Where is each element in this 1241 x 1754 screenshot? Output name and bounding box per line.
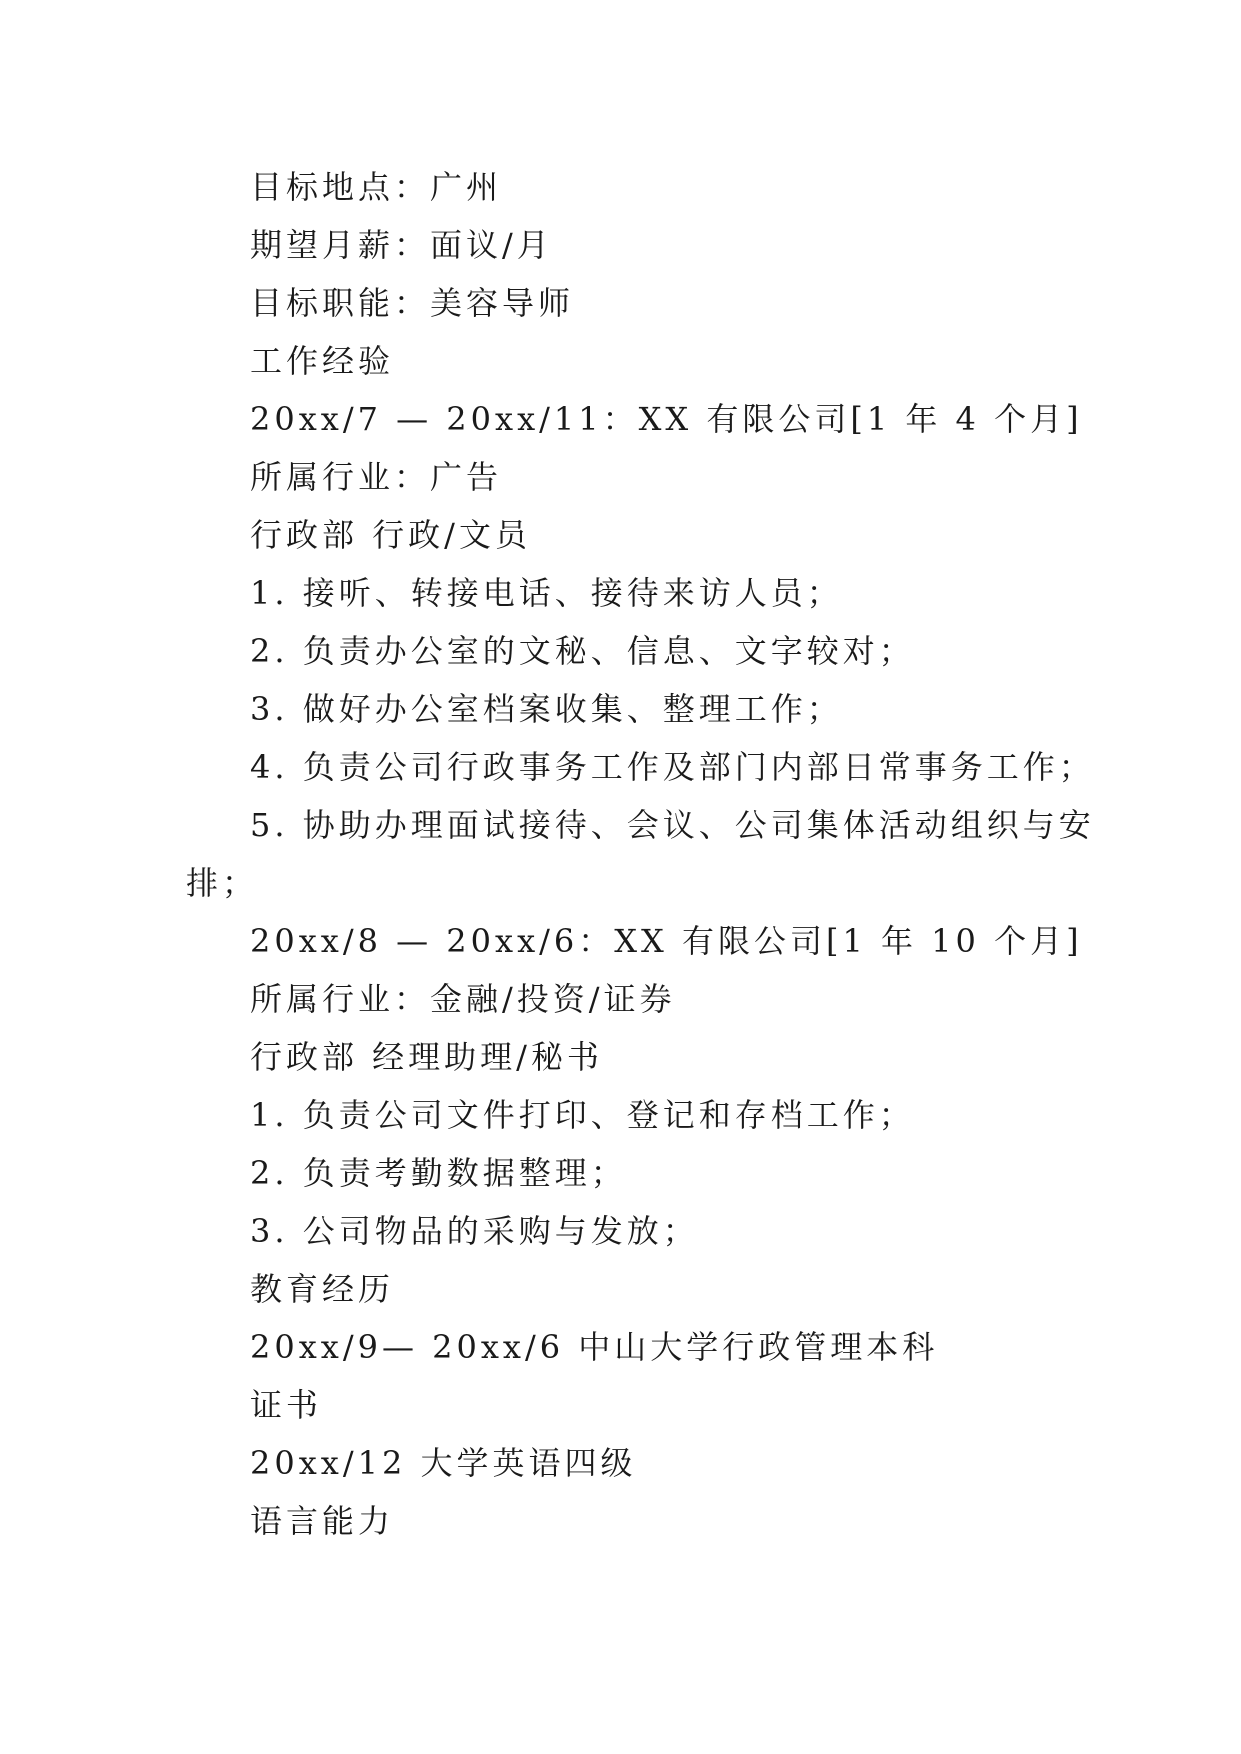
job-1-duty-1: 1. 接听、转接电话、接待来访人员； <box>250 574 843 612</box>
job-2-period: 20xx/8 — 20xx/6：XX 有限公司[1 年 10 个月] <box>250 922 1083 960</box>
job-2-department: 行政部 经理助理/秘书 <box>250 1038 603 1076</box>
job-1-duty-3: 3. 做好办公室档案收集、整理工作； <box>250 690 843 728</box>
certificates-heading: 证书 <box>250 1386 323 1424</box>
target-function-line: 目标职能：美容导师 <box>250 284 575 322</box>
job-1-department: 行政部 行政/文员 <box>250 516 531 554</box>
job-1-period: 20xx/7 — 20xx/11：XX 有限公司[1 年 4 个月] <box>250 400 1083 438</box>
target-location-line: 目标地点：广州 <box>250 168 503 206</box>
resume-body <box>186 158 1095 1550</box>
job-1-industry: 所属行业：广告 <box>250 458 503 496</box>
job-2-duty-2: 2. 负责考勤数据整理； <box>250 1154 627 1192</box>
education-entry: 20xx/9— 20xx/6 中山大学行政管理本科 <box>250 1328 939 1366</box>
job-1-duty-5-continued: 排； <box>186 864 259 902</box>
job-2-duty-1: 1. 负责公司文件打印、登记和存档工作； <box>250 1096 915 1134</box>
expected-salary-line: 期望月薪：面议/月 <box>250 226 553 264</box>
job-1-duty-5: 5. 协助办理面试接待、会议、公司集体活动组织与安 <box>250 806 1095 844</box>
job-2-industry: 所属行业：金融/投资/证券 <box>250 980 676 1018</box>
job-1-duty-4: 4. 负责公司行政事务工作及部门内部日常事务工作； <box>250 748 1095 786</box>
job-1-duty-2: 2. 负责办公室的文秘、信息、文字较对； <box>250 632 915 670</box>
education-heading: 教育经历 <box>250 1270 395 1308</box>
job-2-duty-3: 3. 公司物品的采购与发放； <box>250 1212 699 1250</box>
language-skills-heading: 语言能力 <box>250 1502 395 1540</box>
certificate-entry: 20xx/12 大学英语四级 <box>250 1444 637 1482</box>
work-experience-heading: 工作经验 <box>250 342 395 380</box>
